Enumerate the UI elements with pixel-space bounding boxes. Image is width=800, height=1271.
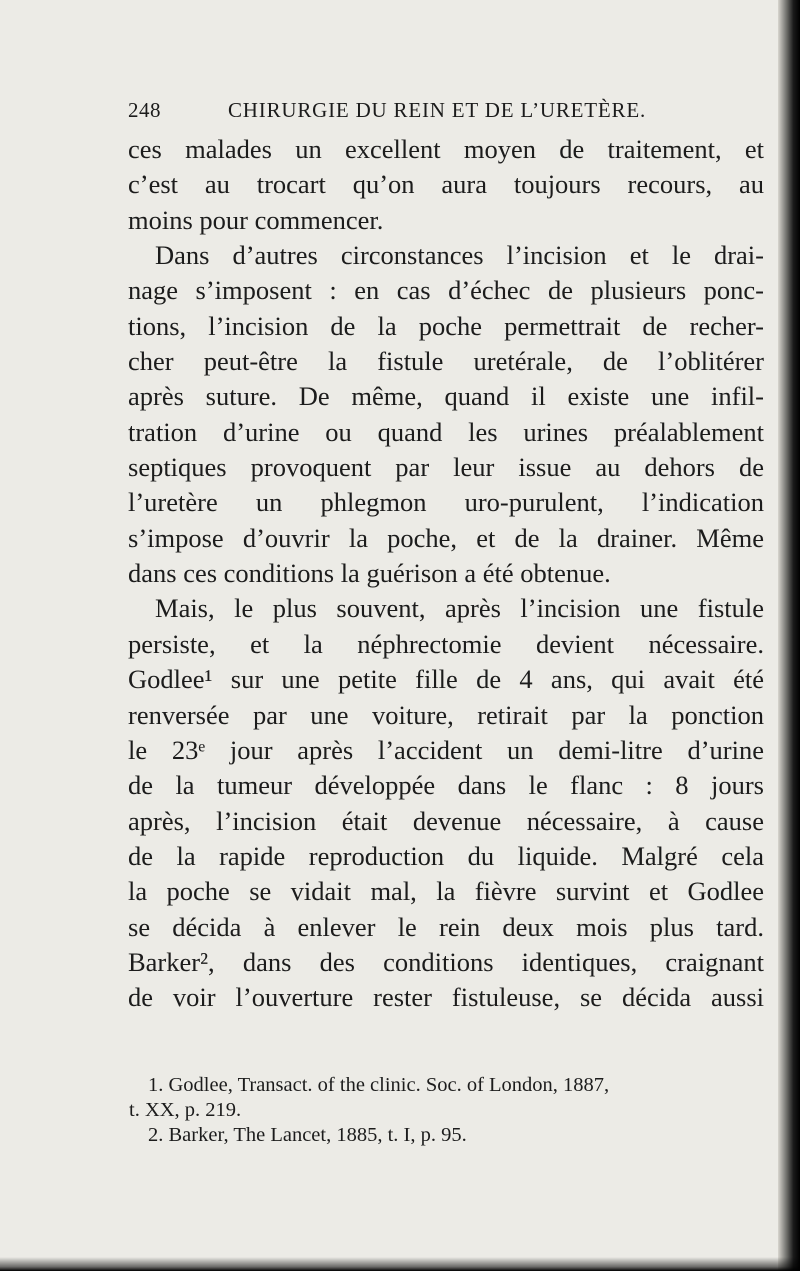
text-line: septiques provoquent par leur issue au dehors de [128,452,764,483]
text-line: c’est au trocart qu’on aura toujours recours, au [128,169,764,200]
footnote-1-continuation: t. XX, p. 219. [129,1099,242,1121]
text-line: après, l’incision était devenue nécessaire, à cause [128,805,764,836]
running-head [128,98,748,123]
text-line: Godlee¹ sur une petite fille de 4 ans, qui avait été [128,664,764,695]
body-text [128,132,764,1016]
text-line: tration d’urine ou quand les urines préalablement [128,416,764,447]
text-line: se décida à enlever le rein deux mois plus tard. [128,911,764,942]
text-line: ces malades un excellent moyen de traitement, et [128,134,764,164]
book-spine-shadow [778,0,800,1271]
text-line: le 23ᵉ jour après l’accident un demi-litre d’urine [128,734,764,765]
page-number: 248 [128,98,161,122]
text-line: Mais, le plus souvent, après l’incision une fistule [155,593,764,624]
text-line: persiste, et la néphrectomie devient nécessaire. [128,628,764,659]
text-line: nage s’imposent : en cas d’échec de plusieurs ponc- [128,275,764,306]
text-line: de la tumeur développée dans le flanc : 8 jours [128,770,764,801]
text-line: renversée par une voiture, retirait par la ponction [128,699,764,730]
text-line: après suture. De même, quand il existe une infil- [128,381,764,412]
running-title: CHIRURGIE DU REIN ET DE L’URETÈRE. [228,98,647,122]
text-line: cher peut-être la fistule uretérale, de l’oblitérer [128,346,764,377]
text-line: Dans d’autres circonstances l’incision et le drai- [155,240,764,271]
text-line: de la rapide reproduction du liquide. Malgré cela [128,840,764,871]
text-line: dans ces conditions la guérison a été obtenue. [128,558,611,589]
text-line: tions, l’incision de la poche permettrait de recher- [128,310,764,341]
footnote-2: 2. Barker, The Lancet, 1885, t. I, p. 95. [148,1124,467,1146]
text-line: s’impose d’ouvrir la poche, et de la drainer. Même [128,522,764,553]
page-bottom-shadow [0,1257,800,1271]
text-line: de voir l’ouverture rester fistuleuse, se décida aussi [128,982,764,1013]
text-line: l’uretère un phlegmon uro-purulent, l’indication [128,487,764,518]
text-line: la poche se vidait mal, la fièvre survint et Godlee [128,876,764,907]
footnotes [129,1073,764,1148]
text-line: Barker², dans des conditions identiques, craignant [128,946,764,977]
text-line: moins pour commencer. [128,204,384,235]
footnote-1: 1. Godlee, Transact. of the clinic. Soc. of London, 1887, [148,1074,610,1096]
